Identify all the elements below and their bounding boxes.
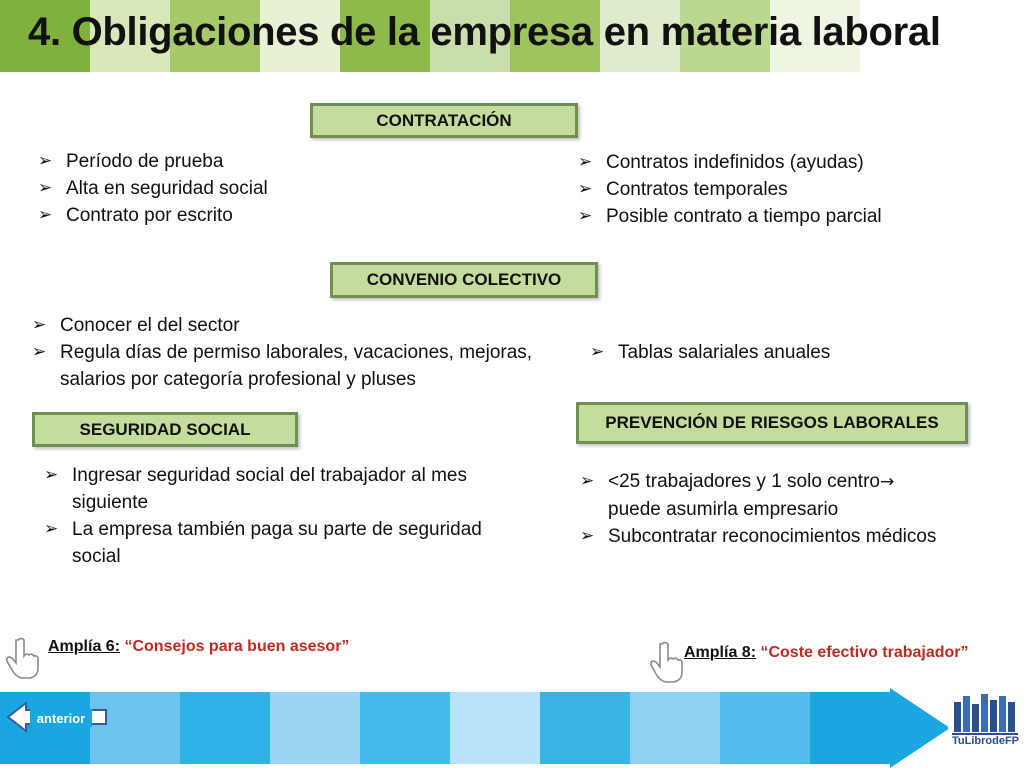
list-item-continuation: puede asumirla empresario — [608, 499, 839, 520]
section-contratacion: CONTRATACIÓN — [310, 103, 578, 138]
footer-ribbon — [0, 688, 1024, 768]
seguridad-list — [42, 462, 492, 570]
convenio-left-list — [30, 312, 560, 393]
logo-text: TuLibrodeFP — [952, 735, 1020, 747]
right-arrow-icon: → — [879, 472, 895, 492]
list-item: ➢ Contratos indefinidos (ayudas) — [576, 149, 956, 176]
bookshelf-logo-icon — [948, 690, 1024, 768]
list-item: ➢ Período de prueba — [36, 148, 336, 175]
list-item: ➢ Posible contrato a tiempo parcial — [576, 203, 956, 230]
list-item: ➢ Regula días de permiso laborales, vacaciones, mejoras, salarios por categoría profesional y pluses — [30, 339, 560, 393]
contratacion-right-list — [576, 149, 956, 230]
list-item: ➢ Subcontratar reconocimientos médicos — [578, 523, 998, 550]
list-item: ➢ La empresa también paga su parte de seguridad social — [42, 516, 492, 570]
list-item — [578, 468, 998, 523]
hand-pointer-icon[interactable] — [4, 636, 44, 680]
list-item: ➢ Contratos temporales — [576, 176, 956, 203]
list-item: ➢ Conocer el del sector — [30, 312, 560, 339]
list-item-text: <25 trabajadores y 1 solo centro — [608, 471, 880, 492]
contratacion-left-list — [36, 148, 336, 229]
list-item: ➢ Ingresar seguridad social del trabajador al mes siguiente — [42, 462, 492, 516]
list-item: ➢ Tablas salariales anuales — [588, 339, 918, 366]
amplia8-link[interactable] — [684, 644, 969, 662]
amplia6-label: Amplía 6: — [48, 638, 121, 655]
hand-pointer-icon[interactable] — [648, 640, 688, 684]
prevencion-list — [578, 468, 998, 550]
section-convenio: CONVENIO COLECTIVO — [330, 262, 598, 298]
convenio-right-list — [588, 339, 918, 366]
section-seguridad: SEGURIDAD SOCIAL — [32, 412, 298, 447]
amplia8-label: Amplía 8: — [684, 644, 757, 661]
page-title: 4. Obligaciones de la empresa en materia laboral — [28, 10, 941, 54]
amplia8-quote: “Coste efectivo trabajador” — [760, 644, 969, 661]
anterior-button[interactable]: anterior — [30, 709, 92, 727]
section-prevencion: PREVENCIÓN DE RIESGOS LABORALES — [576, 402, 968, 444]
amplia6-quote: “Consejos para buen asesor” — [124, 638, 350, 655]
list-item: ➢ Contrato por escrito — [36, 202, 336, 229]
list-item: ➢ Alta en seguridad social — [36, 175, 336, 202]
amplia6-link[interactable] — [48, 638, 349, 656]
